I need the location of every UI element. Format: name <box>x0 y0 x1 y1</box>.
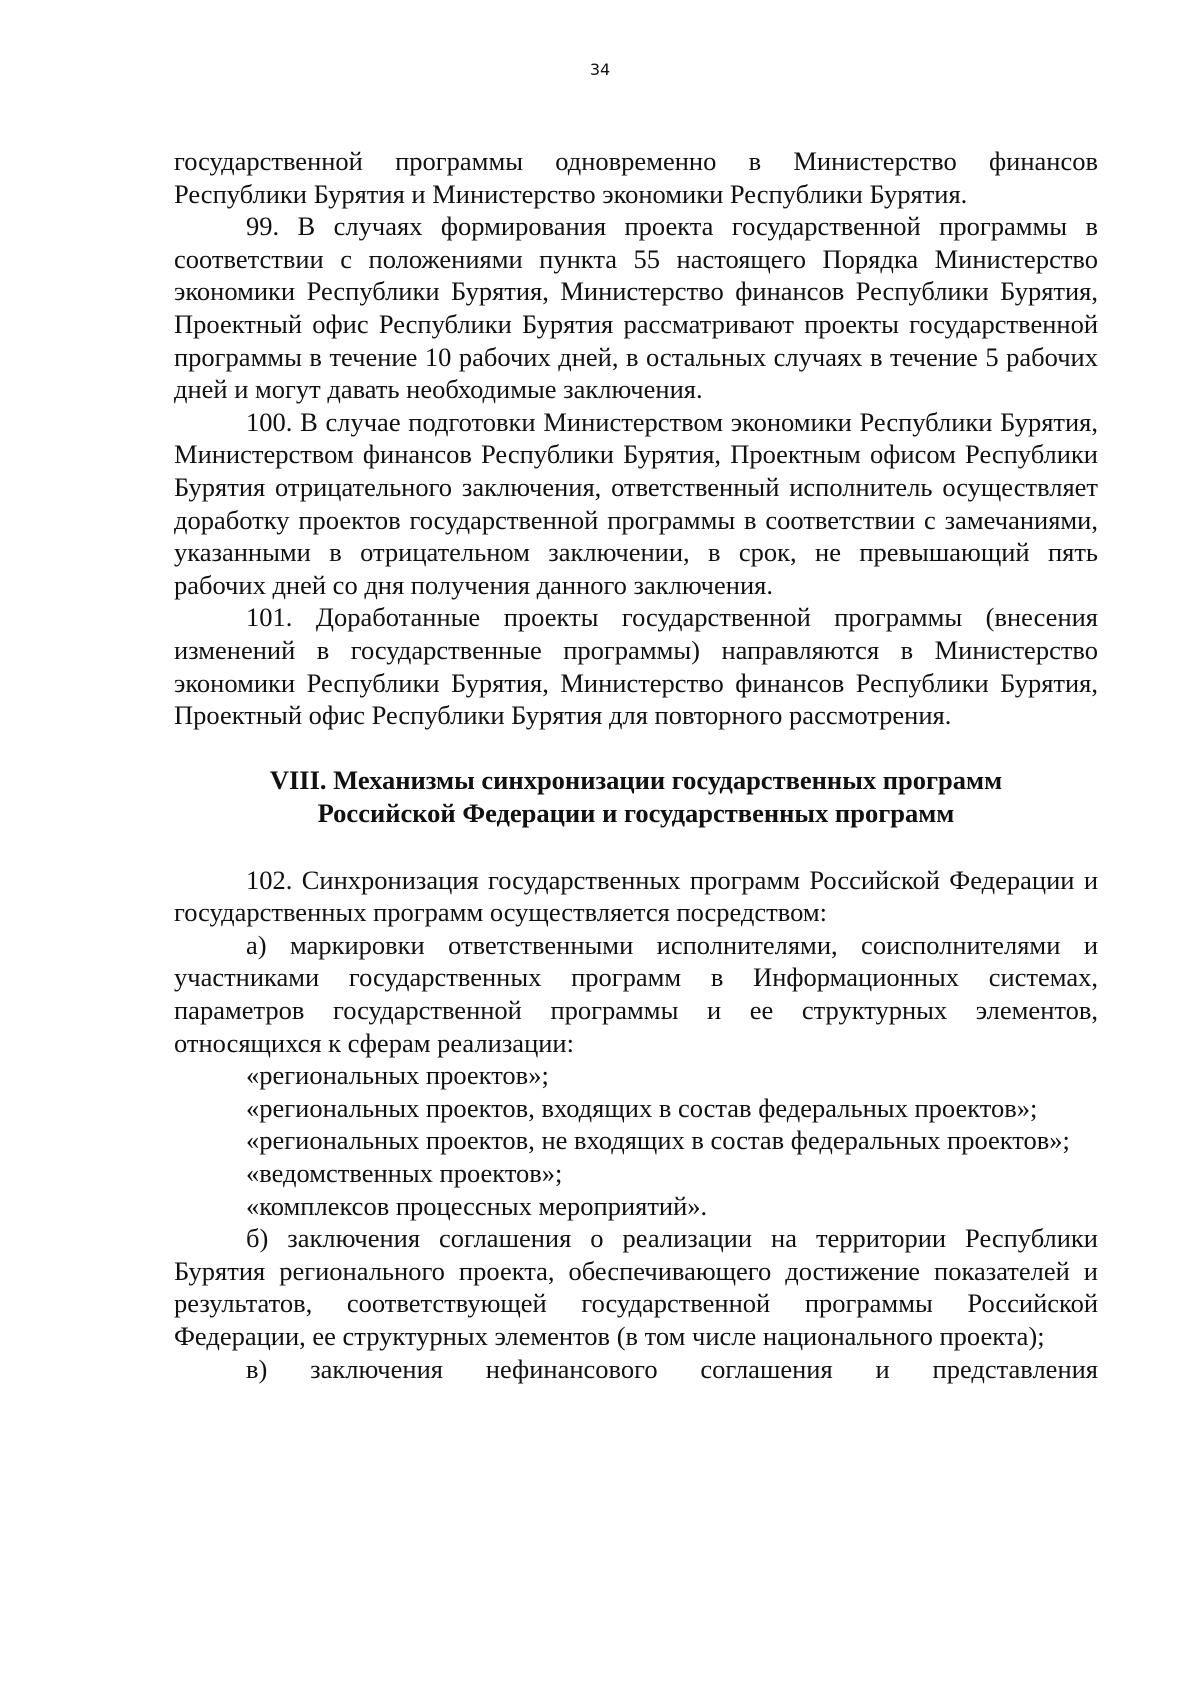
paragraph: «региональных проектов, не входящих в состав федеральных проектов»; <box>246 1125 1070 1156</box>
paragraph: а) маркировки ответственными исполнителями, соисполнителями и участниками государственных программ в Информационных системах, параметров государственной программы и ее структурных элементов, относящихся к сферам реализации: <box>174 929 1098 1058</box>
document-body <box>174 145 1098 1385</box>
heading-line-2: Российской Федерации и государственных программ <box>317 797 955 828</box>
paragraph: 101. Доработанные проекты государственной программы (внесения изменений в государственные программы) направляются в Министерство экономики Республики Бурятия, Министерство финансов Республики Бурятия, Проектный офис Республики Бурятия для повторного рассмотрения. <box>174 602 1098 731</box>
paragraph: «ведомственных проектов»; <box>246 1158 563 1189</box>
page-number: 34 <box>589 60 611 79</box>
paragraph: 100. В случае подготовки Министерством экономики Республики Бурятия, Министерством финансов Республики Бурятия, Проектным офисом Республики Бурятия отрицательного заключения, ответственный исполнитель осуществляет доработку проектов государственной программы в соответствии с замечаниями, указанными в отрицательном заключении, в срок, не превышающий пять рабочих дней со дня получения данного заключения. <box>174 406 1098 600</box>
paragraph: 99. В случаях формирования проекта государственной программы в соответствии с положениями пункта 55 настоящего Порядка Министерство экономики Республики Бурятия, Министерство финансов Республики Бурятия, Проектный офис Республики Бурятия рассматривают проекты государственной программы в течение 10 рабочих дней, в остальных случаях в течение 5 рабочих дней и могут давать необходимые заключения. <box>174 211 1098 405</box>
paragraph: «региональных проектов»; <box>246 1060 549 1091</box>
section-heading <box>174 764 1098 830</box>
paragraph: 102. Синхронизация государственных программ Российской Федерации и государственных программ осуществляется посредством: <box>174 864 1098 928</box>
paragraph: «региональных проектов, входящих в состав федеральных проектов»; <box>246 1092 1038 1123</box>
paragraph: в) заключения нефинансового соглашения и представления <box>246 1353 1098 1384</box>
paragraph: б) заключения соглашения о реализации на территории Республики Бурятия регионального проекта, обеспечивающего достижение показателей и результатов, соответствующей государственной программы Российской Федерации, ее структурных элементов (в том числе национального проекта); <box>174 1223 1098 1351</box>
paragraph: «комплексов процессных мероприятий». <box>246 1190 708 1221</box>
paragraphs-after-heading <box>174 864 1098 1386</box>
paragraphs-before-heading <box>174 145 1098 732</box>
heading-line-1: VIII. Механизмы синхронизации государственных программ <box>269 764 1003 795</box>
paragraph: государственной программы одновременно в Министерство финансов Республики Бурятия и Министерство экономики Республики Бурятия. <box>174 146 1098 209</box>
